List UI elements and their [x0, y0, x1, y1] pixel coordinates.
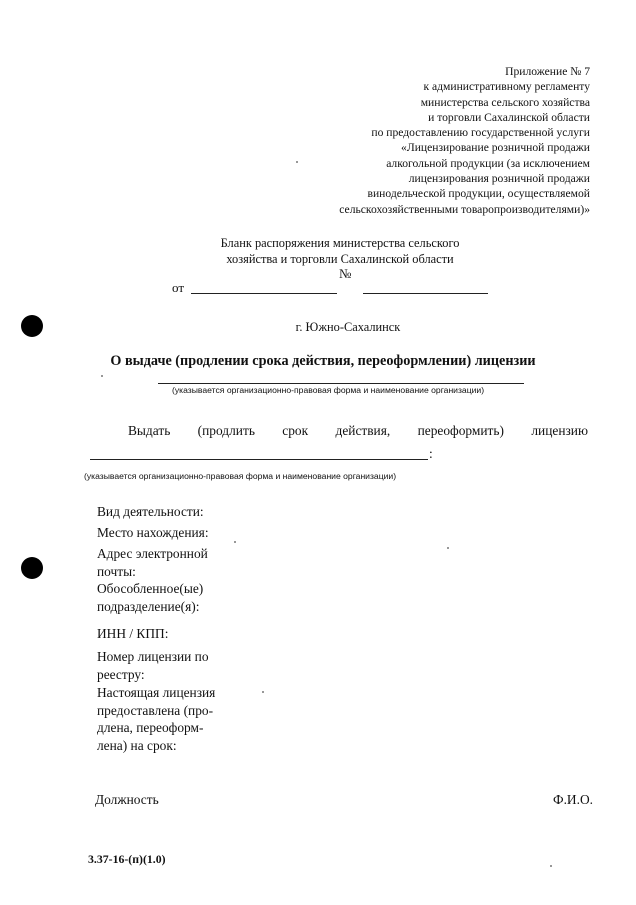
order-header-line: хозяйства и торговли Сахалинской области: [226, 251, 454, 266]
field-inn-label: ИНН / КПП:: [97, 626, 169, 641]
scan-speck: [101, 375, 103, 377]
appendix-line: алкогольной продукции (за исключением: [386, 156, 590, 170]
field-term-label: лена) на срок:: [97, 737, 177, 753]
licensee-hint: (указывается организационно-правовая форма и наименование организации): [84, 471, 397, 481]
appendix-line: лицензирования розничной продажи: [408, 172, 590, 186]
scan-speck: [234, 541, 236, 543]
issue-word: действия,: [335, 423, 391, 438]
order-header: [170, 236, 510, 267]
field-subdivision: [97, 580, 203, 615]
punch-hole-bottom: [21, 557, 43, 579]
field-term: [97, 684, 215, 754]
field-subdivision-label: подразделение(я):: [97, 598, 200, 614]
field-email-label: почты:: [97, 563, 136, 579]
scan-speck: [447, 547, 449, 549]
order-header-line: Бланк распоряжения министерства сельского: [220, 236, 460, 250]
field-license-number-label: реестру:: [97, 666, 145, 682]
appendix-line: сельскохозяйственными товаропроизводителями)»: [339, 202, 590, 216]
appendix-line: и торговли Сахалинской области: [428, 110, 590, 124]
appendix-line: Приложение № 7: [505, 65, 590, 78]
field-term-label: длена, переоформ-: [97, 720, 204, 735]
issue-word: (продлить: [197, 423, 255, 438]
field-inn: [97, 625, 168, 643]
city: г. Южно-Сахалинск: [295, 320, 401, 334]
field-license-number: [97, 648, 209, 683]
field-location-label: Место нахождения:: [97, 525, 209, 540]
appendix-line: к административному регламенту: [423, 80, 590, 94]
field-email-label: Адрес электронной: [97, 546, 208, 561]
field-subdivision-label: Обособленное(ые): [97, 581, 204, 596]
issue-word: срок: [282, 423, 309, 438]
order-date-line: [191, 293, 337, 294]
field-term-label: предоставлена (про-: [97, 702, 214, 718]
appendix-line: «Лицензирование розничной продажи: [401, 141, 590, 155]
appendix-line: винодельческой продукции, осуществляемой: [367, 187, 590, 201]
field-activity: [97, 503, 204, 521]
field-term-label: Настоящая лицензия: [97, 685, 216, 700]
appendix-line: министерства сельского хозяйства: [420, 95, 590, 109]
field-location: [97, 524, 209, 542]
order-date-label: от: [172, 280, 185, 295]
signature-name: Ф.И.О.: [553, 792, 593, 807]
appendix-line: по предоставлению государственной услуги: [371, 126, 590, 140]
page-title: О выдаче (продлении срока действия, переоформлении) лицензии: [110, 353, 536, 369]
licensee-line: [90, 459, 428, 460]
org-name-line: [158, 383, 524, 384]
field-license-number-label: Номер лицензии по: [97, 649, 209, 664]
issue-sentence: [128, 423, 588, 439]
issue-word: Выдать: [128, 423, 171, 438]
issue-word: лицензию: [531, 423, 588, 438]
form-code: 3.37-16-(п)(1.0): [88, 852, 166, 866]
signature-position: Должность: [95, 792, 159, 807]
field-activity-label: Вид деятельности:: [97, 504, 204, 519]
scan-speck: [550, 865, 552, 867]
order-number-line: [363, 293, 488, 294]
org-name-hint: (указывается организационно-правовая форма и наименование организации): [172, 385, 485, 395]
field-email: [97, 545, 208, 580]
appendix-block: [250, 64, 590, 217]
scan-speck: [262, 691, 264, 693]
issue-word: переоформить): [417, 423, 504, 438]
order-number-label: №: [339, 266, 352, 281]
licensee-colon: :: [429, 446, 433, 461]
